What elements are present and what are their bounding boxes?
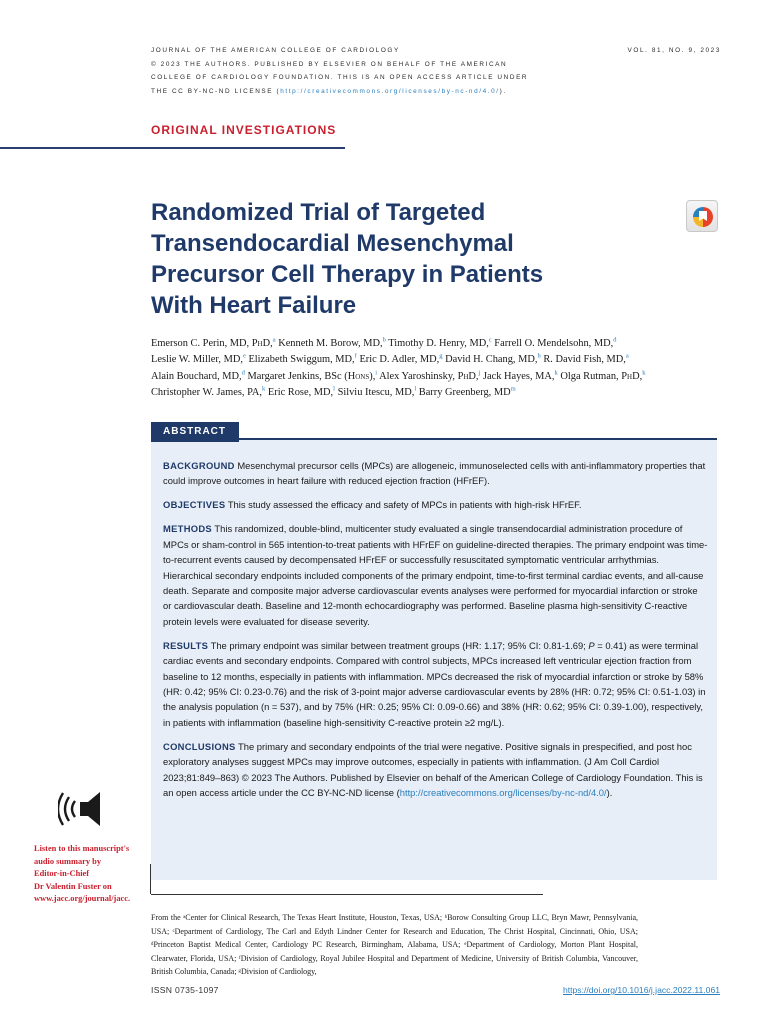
- abstract-objectives: OBJECTIVES This study assessed the efficacy and safety of MPCs in patients with high-risk HFrEF.: [163, 499, 582, 511]
- abstract-background: BACKGROUND Mesenchymal precursor cells (MPCs) are allogeneic, immunoselected cells with anti-inflammatory properties that could improve outcomes in heart failure with reduced ejection fraction (HFrEF).: [163, 460, 706, 487]
- license-link[interactable]: http://creativecommons.org/licenses/by-nc-nd/4.0/: [280, 87, 500, 95]
- journal-name: JOURNAL OF THE AMERICAN COLLEGE OF CARDIOLOGY: [151, 47, 400, 54]
- author: Christopher W. James, PA,$^k$: [151, 385, 266, 399]
- author: Emerson C. Perin, MD, PhD,$^a$: [151, 336, 276, 349]
- section-label: ORIGINAL INVESTIGATIONS: [151, 123, 337, 137]
- author: Olga Rutman, PhD,$^k$: [560, 369, 646, 382]
- speaker-icon[interactable]: [58, 788, 114, 830]
- author-list: [151, 336, 726, 402]
- abstract-label: ABSTRACT: [151, 422, 239, 442]
- author: Eric D. Adler, MD,$^g$: [359, 352, 443, 366]
- abstract-results: RESULTS The primary endpoint was similar between treatment groups (HR: 1.17; 95% CI: 0.81-1.69; P = 0.41) as were terminal cardiac events and secondary endpoints. Compared with control subjects, MPCs increased left ventricular ejection fraction from baseline to 12 months, especially in patients with inflammation. MPCs decreased the risk of myocardial infarction or stroke by 58% (HR: 0.42; 95% CI: 0.23-0.76) and the risk of 3-point major adverse cardiovascular events by 28% (HR: 0.72; 95% CI: 0.51-1.03) in the analysis population (n = 537), and by 75% (HR: 0.25; 95% CI: 0.09-0.66) and 38% (HR: 0.62; 95% CI: 0.39-1.00), respectively, in patients with inflammation (baseline high-sensitivity C-reactive protein ≥2 mg/L).: [163, 639, 706, 728]
- issn: ISSN 0735-1097: [151, 985, 219, 995]
- author: Eric Rose, MD,$^l$: [267, 385, 335, 399]
- section-divider: [0, 147, 345, 149]
- license-link[interactable]: http://creativecommons.org/licenses/by-nc-nd/4.0/: [399, 787, 607, 799]
- article-title: Randomized Trial of Targeted Transendocardial Mesenchymal Precursor Cell Therapy in Patients With Heart Failure: [151, 199, 544, 319]
- abstract-body: [163, 458, 708, 809]
- author: Leslie W. Miller, MD,$^e$: [151, 352, 246, 366]
- author: Elizabeth Swiggum, MD,$^f$: [248, 352, 357, 366]
- license-line: THE CC BY-NC-ND LICENSE (http://creativecommons.org/licenses/by-nc-nd/4.0/).: [151, 87, 507, 95]
- author: Jack Hayes, MA,$^k$: [482, 369, 558, 382]
- footnote-side-rule: [150, 864, 151, 894]
- affiliations-footnote: From the ᵃCenter for Clinical Research, The Texas Heart Institute, Houston, Texas, USA; ᵇBorow Consulting Group LLC, Bryn Mawr, Pennsylvania, USA; ᶜDepartment of Cardiology, The Carl and Edyth Lindner Center for Research and Education, The Christ Hospital, Cincinnati, Ohio, USA; ᵈPrinceton Baptist Medical Center, Cardiology PC Research, Birmingham, Alabama, USA; ᵉDepartment of Cardiology, Morton Plant Hospital, Clearwater, Florida, USA; ᶠDivision of Cardiology, Royal Jubilee Hospital and Department of Medicine, University of British Columbia, Vancouver, British Columbia, Canada; ᵍDivision of Cardiology,: [151, 913, 638, 977]
- copyright-line-2: COLLEGE OF CARDIOLOGY FOUNDATION. THIS IS AN OPEN ACCESS ARTICLE UNDER: [151, 74, 529, 82]
- doi-link[interactable]: https://doi.org/10.1016/j.jacc.2022.11.061: [562, 985, 720, 995]
- copyright-line: © 2023 THE AUTHORS. PUBLISHED BY ELSEVIER ON BEHALF OF THE AMERICAN: [151, 60, 508, 68]
- journal-header: [151, 44, 721, 98]
- author: Kenneth M. Borow, MD,$^b$: [278, 336, 386, 349]
- author: Timothy D. Henry, MD,$^c$: [388, 336, 492, 349]
- volume-info: VOL. 81, NO. 9, 2023: [627, 47, 721, 54]
- author: Silviu Itescu, MD,$^l$: [337, 385, 417, 399]
- audio-summary-note[interactable]: Listen to this manuscript's audio summary by Editor-in-Chief Dr Valentin Fuster on www.jacc.org/journal/jacc.: [34, 844, 131, 904]
- author: David H. Chang, MD,$^h$: [445, 352, 541, 366]
- author: Barry Greenberg, $MD^m$: [418, 385, 516, 399]
- author: R. David Fish, MD,$^a$: [543, 352, 629, 366]
- abstract-conclusions: CONCLUSIONS The primary and secondary endpoints of the trial were negative. Positive signals in prespecified, and post hoc exploratory analyses suggest MPCs may improve outcomes, especially in patients with inflammation. (J Am Coll Cardiol 2023;81:849–863) © 2023 The Authors. Published by Elsevier on behalf of the American College of Cardiology Foundation. This is an open access article under the CC BY-NC-ND license (http://creativecommons.org/licenses/by-nc-nd/4.0/).: [163, 740, 703, 799]
- crossmark-icon[interactable]: [686, 200, 718, 232]
- author: Margaret Jenkins, BSc (Hons),$^i$: [247, 369, 378, 382]
- author: Alain Bouchard, MD,$^d$: [151, 369, 245, 382]
- author: Farrell O. Mendelsohn, MD,$^d$: [494, 336, 617, 349]
- author: Alex Yaroshinsky, PhD,$^j$: [379, 369, 481, 382]
- abstract-methods: METHODS This randomized, double-blind, multicenter study evaluated a single transendocardial administration procedure of MPCs or sham-control in 565 intention-to-treat patients with HFrEF on guideline-directed therapies. The primary endpoint was time-to-recurrent events caused by decompensated HFrEF or successfully resuscitated symptomatic ventricular arrhythmias. Hierarchical secondary endpoints included components of the primary endpoint, time-to-first terminal cardiac events, and all-cause death. Separate and composite major adverse cardiovascular events analyses were performed for myocardial infarction or stroke or cardiovascular death. Baseline and 12-month echocardiography was performed. Baseline plasma high-sensitivity C-reactive protein levels were evaluated for disease severity.: [163, 523, 708, 627]
- footnote-divider: [151, 894, 543, 895]
